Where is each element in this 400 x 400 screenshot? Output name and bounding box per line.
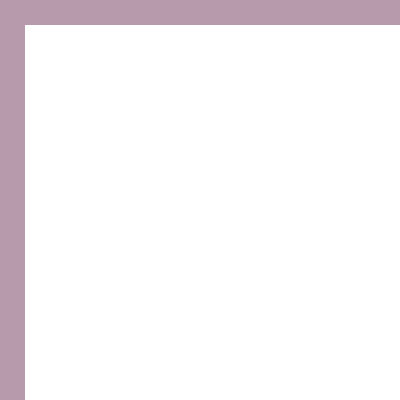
document-body — [54, 44, 384, 60]
decorative-squares-top — [28, 3, 400, 15]
decorative-squares-left — [3, 0, 15, 400]
